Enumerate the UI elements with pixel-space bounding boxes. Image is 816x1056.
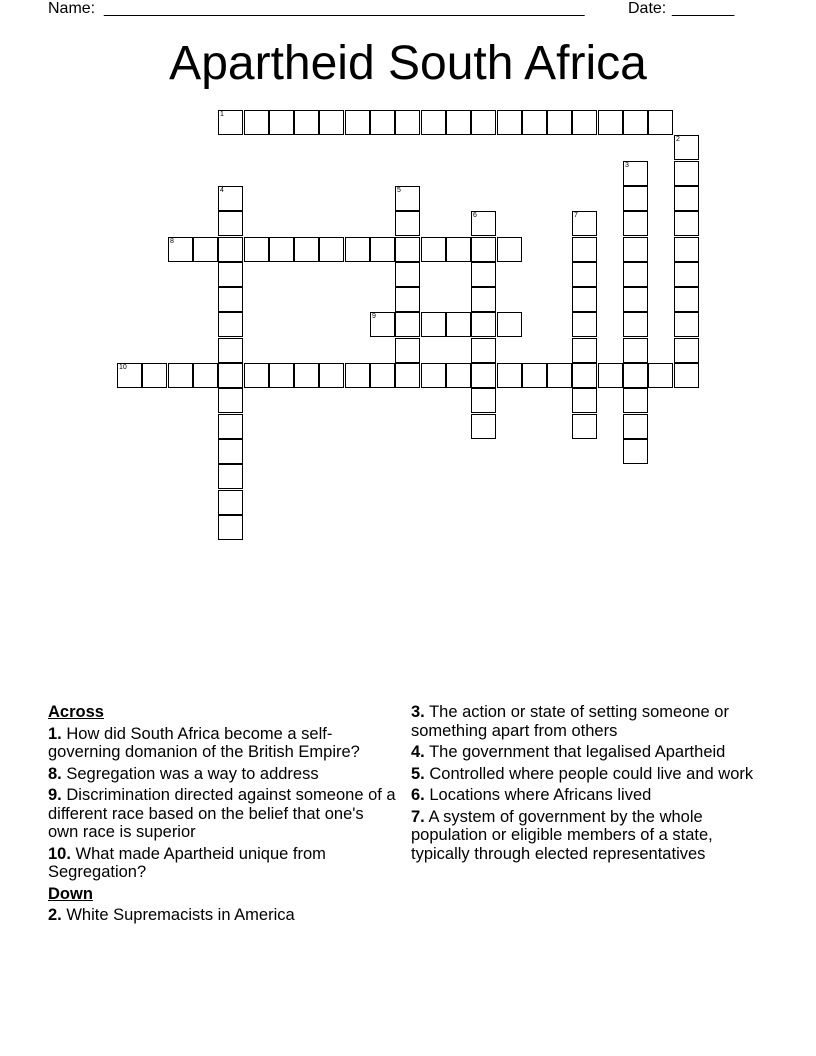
crossword-cell[interactable] (244, 237, 269, 262)
name-date-header (48, 0, 768, 20)
clue-number: 10 (119, 364, 127, 371)
crossword-cell[interactable] (370, 237, 395, 262)
crossword-cell[interactable] (471, 388, 496, 413)
crossword-cell[interactable] (648, 363, 673, 388)
crossword-cell[interactable] (345, 237, 370, 262)
clue-number: 5 (397, 187, 401, 194)
crossword-cell[interactable] (193, 237, 218, 262)
crossword-cell[interactable] (395, 338, 420, 363)
clue-across-10: 10. What made Apartheid unique from Segregation? (48, 844, 326, 881)
crossword-cell[interactable] (674, 237, 699, 262)
crossword-cell[interactable] (168, 363, 193, 388)
crossword-cell[interactable] (218, 186, 243, 211)
crossword-cell[interactable] (674, 161, 699, 186)
crossword-cell[interactable] (395, 110, 420, 135)
crossword-cell[interactable] (395, 186, 420, 211)
crossword-cell[interactable] (471, 338, 496, 363)
crossword-cell[interactable] (572, 414, 597, 439)
crossword-cell[interactable] (471, 414, 496, 439)
crossword-cell[interactable] (623, 186, 648, 211)
crossword-cell[interactable] (395, 237, 420, 262)
clue-down-5: 5. Controlled where people could live and work (411, 764, 754, 783)
crossword-cell[interactable] (117, 363, 142, 388)
crossword-cell[interactable] (218, 439, 243, 464)
crossword-cell[interactable] (674, 287, 699, 312)
clue-across-8: 8. Segregation was a way to address (48, 764, 319, 783)
crossword-cell[interactable] (395, 312, 420, 337)
crossword-cell[interactable] (319, 237, 344, 262)
crossword-cell[interactable] (471, 287, 496, 312)
crossword-cell[interactable] (497, 110, 522, 135)
crossword-cell[interactable] (193, 363, 218, 388)
crossword-cell[interactable] (623, 338, 648, 363)
crossword-cell[interactable] (218, 287, 243, 312)
crossword-cell[interactable] (218, 338, 243, 363)
crossword-cell[interactable] (244, 110, 269, 135)
crossword-cell[interactable] (370, 110, 395, 135)
crossword-cell[interactable] (446, 363, 471, 388)
crossword-cell[interactable] (471, 110, 496, 135)
crossword-cell[interactable] (497, 237, 522, 262)
crossword-cell[interactable] (218, 388, 243, 413)
clues-right-column (411, 703, 771, 866)
clue-across-1: 1. How did South Africa become a self-governing domanion of the British Empire? (48, 724, 360, 761)
clue-down-6: 6. Locations where Africans lived (411, 786, 652, 804)
clue-number: 1 (220, 111, 224, 118)
crossword-cell[interactable] (446, 110, 471, 135)
crossword-cell[interactable] (674, 363, 699, 388)
crossword-cell[interactable] (345, 363, 370, 388)
crossword-cell[interactable] (572, 287, 597, 312)
crossword-cell[interactable] (623, 237, 648, 262)
crossword-cell[interactable] (421, 312, 446, 337)
crossword-cell[interactable] (623, 312, 648, 337)
clue-number: 4 (220, 187, 224, 194)
crossword-cell[interactable] (370, 312, 395, 337)
down-heading: Down (48, 884, 93, 903)
crossword-cell[interactable] (522, 110, 547, 135)
crossword-cell[interactable] (269, 363, 294, 388)
crossword-cell[interactable] (648, 110, 673, 135)
clue-number: 9 (372, 313, 376, 320)
crossword-cell[interactable] (572, 237, 597, 262)
crossword-cell[interactable] (598, 110, 623, 135)
clue-down-3: 3. The action or state of setting someone or something apart from others (411, 703, 729, 740)
crossword-cell[interactable] (421, 363, 446, 388)
crossword-cell[interactable] (421, 237, 446, 262)
crossword-cell[interactable] (244, 363, 269, 388)
clues-left-column (48, 703, 398, 928)
crossword-cell[interactable] (623, 414, 648, 439)
crossword-cell[interactable] (623, 110, 648, 135)
crossword-cell[interactable] (218, 414, 243, 439)
crossword-cell[interactable] (395, 363, 420, 388)
crossword-cell[interactable] (395, 287, 420, 312)
crossword-cell[interactable] (598, 363, 623, 388)
crossword-cell[interactable] (572, 338, 597, 363)
crossword-cell[interactable] (421, 110, 446, 135)
crossword-cell[interactable] (623, 363, 648, 388)
crossword-cell[interactable] (572, 211, 597, 236)
clue-number: 6 (473, 212, 477, 219)
date-label: Date: (628, 0, 667, 17)
name-label: Name: (48, 0, 96, 17)
crossword-cell[interactable] (446, 237, 471, 262)
crossword-cell[interactable] (572, 262, 597, 287)
crossword-cell[interactable] (218, 110, 243, 135)
crossword-cell[interactable] (623, 287, 648, 312)
clue-down-7: 7. A system of government by the whole population or eligible members of a state, typically through elected representatives (411, 807, 713, 863)
crossword-cell[interactable] (497, 312, 522, 337)
crossword-cell[interactable] (218, 262, 243, 287)
crossword-cell[interactable] (446, 312, 471, 337)
crossword-cell[interactable] (674, 211, 699, 236)
crossword-cell[interactable] (471, 211, 496, 236)
crossword-cell[interactable] (572, 110, 597, 135)
crossword-cell[interactable] (623, 262, 648, 287)
crossword-cell[interactable] (395, 262, 420, 287)
crossword-cell[interactable] (218, 464, 243, 489)
clue-across-9: 9. Discrimination directed against someone of a different race based on the belief that one's own race is superior (48, 786, 396, 841)
crossword-cell[interactable] (218, 363, 243, 388)
crossword-cell[interactable] (218, 490, 243, 515)
crossword-cell[interactable] (674, 135, 699, 160)
crossword-cell[interactable] (572, 363, 597, 388)
crossword-cell[interactable] (218, 515, 243, 540)
crossword-cell[interactable] (674, 312, 699, 337)
clue-number: 3 (625, 162, 629, 169)
crossword-cell[interactable] (471, 237, 496, 262)
crossword-cell[interactable] (218, 237, 243, 262)
crossword-cell[interactable] (471, 363, 496, 388)
clue-number: 7 (574, 212, 578, 219)
crossword-cell[interactable] (218, 211, 243, 236)
crossword-cell[interactable] (294, 237, 319, 262)
crossword-cell[interactable] (319, 363, 344, 388)
crossword-cell[interactable] (142, 363, 167, 388)
crossword-cell[interactable] (319, 110, 344, 135)
crossword-cell[interactable] (623, 439, 648, 464)
clue-number: 8 (170, 238, 174, 245)
across-heading: Across (48, 703, 104, 721)
crossword-cell[interactable] (269, 237, 294, 262)
crossword-cell[interactable] (623, 161, 648, 186)
clue-number: 2 (676, 136, 680, 143)
crossword-cell[interactable] (471, 262, 496, 287)
crossword-cell[interactable] (623, 211, 648, 236)
crossword-cell[interactable] (471, 312, 496, 337)
name-field[interactable]: ______________________________________________________ (104, 0, 585, 17)
crossword-cell[interactable] (547, 110, 572, 135)
crossword-cell[interactable] (572, 388, 597, 413)
page-title: Apartheid South Africa (169, 37, 647, 90)
crossword-cell[interactable] (294, 363, 319, 388)
crossword-cell[interactable] (547, 363, 572, 388)
crossword-cell[interactable] (269, 110, 294, 135)
crossword-cell[interactable] (674, 186, 699, 211)
crossword-cell[interactable] (674, 338, 699, 363)
crossword-cell[interactable] (522, 363, 547, 388)
crossword-cell[interactable] (395, 211, 420, 236)
crossword-cell[interactable] (345, 110, 370, 135)
crossword-cell[interactable] (370, 363, 395, 388)
crossword-cell[interactable] (572, 312, 597, 337)
clue-down-4: 4. The government that legalised Apartheid (411, 743, 726, 761)
crossword-cell[interactable] (218, 312, 243, 337)
crossword-cell[interactable] (168, 237, 193, 262)
date-field[interactable]: _______ (672, 0, 735, 17)
crossword-cell[interactable] (294, 110, 319, 135)
crossword-cell[interactable] (674, 262, 699, 287)
clue-down-2: 2. White Supremacists in America (48, 906, 295, 924)
crossword-cell[interactable] (623, 388, 648, 413)
crossword-cell[interactable] (497, 363, 522, 388)
